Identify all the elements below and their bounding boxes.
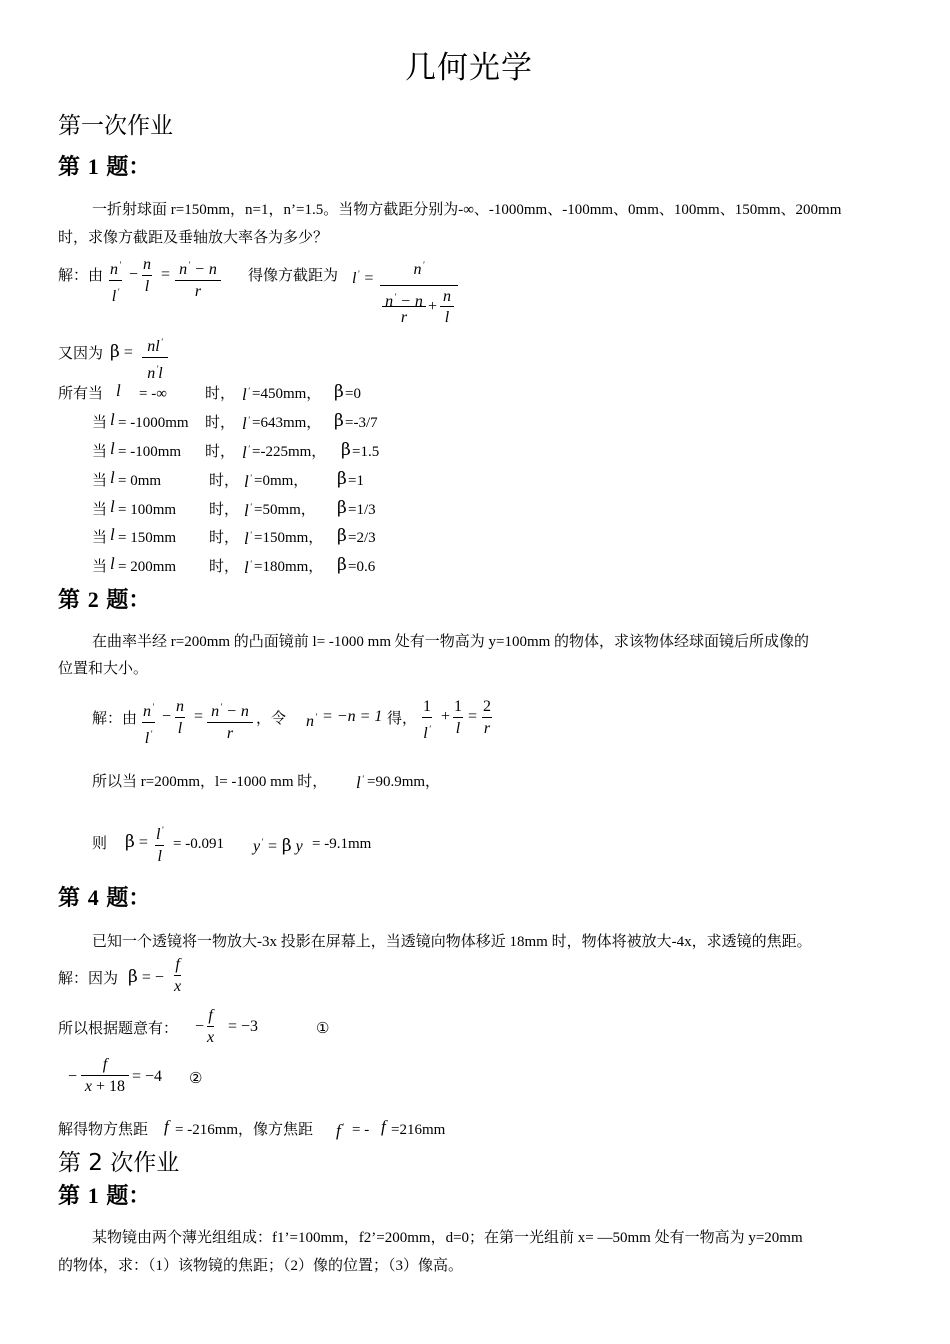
row-beta-value: =2/3 [348, 530, 376, 546]
beta-symbol: β [341, 440, 351, 460]
row-beta-value: =1.5 [352, 444, 380, 460]
row-l-value: = 150mm [118, 530, 177, 546]
q2-let-text: ，令 [256, 711, 287, 727]
row-when: 时， [205, 444, 236, 460]
row-lprime-value: =643mm， [252, 415, 322, 431]
row-prefix: 当 [92, 559, 108, 575]
row-beta-value: =1 [348, 473, 364, 489]
row-beta-value: =-3/7 [345, 415, 378, 431]
nprime-symbol: n' [306, 712, 317, 730]
row-l-value: = -1000mm [118, 415, 189, 431]
lprime-symbol: l' [242, 414, 250, 433]
lprime-symbol: l' [244, 558, 252, 577]
q1-solution-prefix: 解：由 [58, 268, 104, 284]
row-prefix: 当 [92, 444, 108, 460]
equals-sign: = [194, 708, 204, 725]
homework-2-heading: 第 2 次作业 [58, 1150, 180, 1176]
frac-nprime-over-lprime: $\frac{n'}{l'}$ [143, 702, 154, 747]
row-lprime-value: =50mm， [254, 502, 316, 518]
frac-image-distance-formula: n' n' − n r + n l [380, 256, 458, 328]
q2-mirror-condition: = −n = 1 [322, 708, 383, 725]
beta-equals: β = [110, 342, 133, 362]
beta-equals: β = [125, 832, 148, 852]
homework-1-heading: 第一次作业 [58, 113, 173, 139]
lprime-symbol: l' [244, 501, 252, 520]
row-beta-value: =1/3 [348, 502, 376, 518]
question-1-statement-line2: 时，求像方截距及垂轴放大率各为多少？ [58, 230, 329, 246]
row-l-value: = -100mm [118, 444, 182, 460]
frac-nprime-minus-n-over-r: $\frac{n' - n}{r}$ [175, 256, 221, 301]
equals-sign: = [161, 266, 171, 283]
l-symbol: l [110, 410, 115, 429]
question-4-heading: 第 4 题： [58, 885, 151, 911]
equals-sign: = [468, 708, 478, 725]
q4-result-f: = -216mm，像方焦距 [175, 1122, 314, 1138]
equation-1-rhs: = −3 [228, 1018, 259, 1035]
row-l-value: = 200mm [118, 559, 177, 575]
row-lprime-value: =450mm， [252, 386, 322, 402]
minus-sign: − [162, 708, 172, 725]
row-lprime-value: =0mm， [254, 473, 309, 489]
lprime-symbol: l' [242, 443, 250, 462]
beta-symbol: β [334, 411, 344, 431]
question-1-heading: 第 1 题： [58, 154, 151, 180]
q2-lprime-value: =90.9mm， [367, 774, 441, 790]
q2-then-text: 则 [92, 836, 108, 852]
q1-also-because: 又因为 [58, 346, 104, 362]
beta-symbol: β [337, 526, 347, 546]
document-title: 几何光学 [405, 50, 533, 86]
q4-result-prefix: 解得物方焦距 [58, 1122, 149, 1138]
lprime-symbol: l' [242, 385, 250, 404]
equation-1-marker: ① [316, 1021, 330, 1037]
frac-n-over-l: $\frac{n}{l}$ [176, 698, 184, 737]
beta-symbol: β [337, 498, 347, 518]
l-symbol: l [116, 381, 121, 400]
frac-1-over-lprime: $\frac{1}{l'}$ [423, 698, 431, 742]
frac-2-over-r: $\frac{2}{r}$ [483, 698, 491, 737]
frac-f-over-x-plus-18: $\frac{f}{x + 18}$ [81, 1056, 129, 1096]
beta-symbol: β [334, 382, 344, 402]
equation-2-rhs: = −4 [132, 1068, 163, 1085]
f-symbol: f [381, 1117, 386, 1136]
question-4-statement: 已知一个透镜将一物放大-3x 投影在屏幕上，当透镜向物体移近 18mm 时，物体将被放大-4x，求透镜的焦距。 [92, 934, 812, 950]
l-symbol: l [110, 468, 115, 487]
frac-n-over-l: $\frac{n}{l}$ [143, 256, 151, 295]
row-prefix: 当 [92, 530, 108, 546]
row-l-value: = 0mm [118, 473, 162, 489]
frac-beta-formula: $\frac{nl'}{n'l}$ [142, 333, 168, 383]
row-prefix: 当 [92, 473, 108, 489]
beta-symbol: β [337, 469, 347, 489]
minus-sign: − [129, 266, 139, 283]
frac-f-over-x: $\frac{f}{x}$ [174, 956, 182, 995]
q4-result-end: =216mm [391, 1122, 446, 1138]
plus-sign: + [441, 708, 451, 725]
row-lprime-value: =180mm， [254, 559, 324, 575]
row-prefix: 当 [92, 502, 108, 518]
frac-f-over-x: $\frac{f}{x}$ [207, 1007, 215, 1046]
q2-beta-value: = -0.091 [173, 836, 224, 852]
q4-solution-prefix: 解：因为 [58, 971, 119, 987]
row-when: 时， [209, 473, 240, 489]
row-prefix: 当 [92, 415, 108, 431]
q4-so-prefix: 所以根据题意有： [58, 1021, 179, 1037]
frac-lprime-over-l: $\frac{l'}{l}$ [156, 825, 164, 865]
l-symbol: l [110, 439, 115, 458]
q2-y-value: = -9.1mm [312, 836, 372, 852]
fprime-symbol: f' [336, 1121, 344, 1140]
l-symbol: l [110, 525, 115, 544]
row-when: 时， [205, 415, 236, 431]
question-2-statement-line1: 在曲率半经 r=200mm 的凸面镜前 l= -1000 mm 处有一物高为 y=100mm 的物体，求该物体经球面镜后所成像的 [92, 634, 810, 650]
minus-sign: − [68, 1068, 78, 1085]
equation-2-marker: ② [189, 1071, 203, 1087]
row-l-value: = -∞ [139, 386, 167, 402]
minus-sign: − [195, 1018, 205, 1035]
row-when: 时， [209, 559, 240, 575]
row-when: 时， [209, 502, 240, 518]
lprime-symbol: l' [244, 529, 252, 548]
lprime-symbol: l' [356, 773, 364, 792]
row-lprime-value: =-225mm， [252, 444, 327, 460]
question-1-statement-line1: 一折射球面 r=150mm，n=1，n’=1.5。当物方截距分别为-∞、-1000mm、-100mm、0mm、100mm、150mm、200mm [92, 202, 842, 218]
beta-equals-minus: β = − [128, 967, 164, 987]
q2-so-text: 所以当 r=200mm，l= -1000 mm 时， [92, 774, 328, 790]
q4-result-fprime: = - [352, 1122, 370, 1138]
lprime-symbol: l' [244, 472, 252, 491]
frac-nprime-over-lprime: $\frac{n'}{l'}$ [110, 260, 121, 305]
q2-solution-prefix: 解：由 [92, 711, 138, 727]
yprime-symbol: y' = β y [253, 836, 303, 856]
q2-get-text: 得， [387, 711, 418, 727]
row-prefix: 所有当 [58, 386, 104, 402]
l-symbol: l [110, 554, 115, 573]
row-lprime-value: =150mm， [254, 530, 324, 546]
question-2-statement-line2: 位置和大小。 [58, 661, 149, 677]
row-when: 时， [209, 530, 240, 546]
row-when: 时， [205, 386, 236, 402]
beta-symbol: β [337, 555, 347, 575]
f-symbol: f [164, 1117, 169, 1136]
frac-1-over-l: $\frac{1}{l}$ [454, 698, 462, 737]
hw2-question-1-heading: 第 1 题： [58, 1183, 151, 1209]
q1-image-distance-text: 得像方截距为 [248, 268, 339, 284]
frac-nprime-minus-n-over-r: $\frac{n' - n}{r}$ [207, 698, 253, 743]
lprime-symbol: l' = [352, 269, 375, 287]
l-symbol: l [110, 497, 115, 516]
row-l-value: = 100mm [118, 502, 177, 518]
question-2-heading: 第 2 题： [58, 587, 151, 613]
row-beta-value: =0 [345, 386, 361, 402]
row-beta-value: =0.6 [348, 559, 376, 575]
hw2-question-1-statement-line2: 的物体，求：（1）该物镜的焦距；（2）像的位置；（3）像高。 [58, 1258, 464, 1274]
hw2-question-1-statement-line1: 某物镜由两个薄光组组成：f1’=100mm，f2’=200mm，d=0；在第一光组前 x= —50mm 处有一物高为 y=20mm [92, 1230, 803, 1246]
